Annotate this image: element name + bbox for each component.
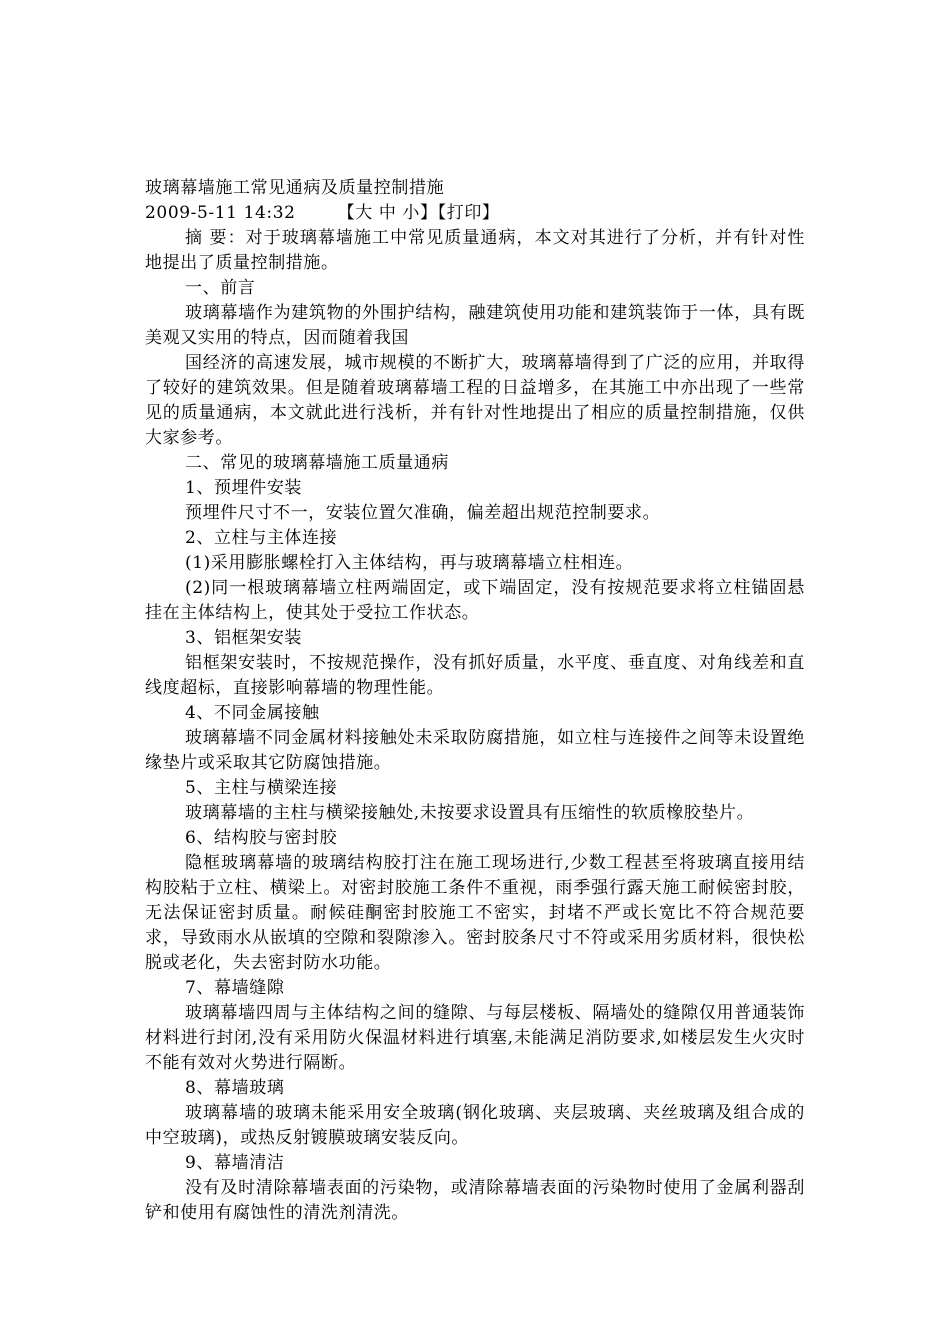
section-heading: 二、常见的玻璃幕墙施工质量通病	[185, 453, 449, 473]
item-heading: 1、预埋件安装	[185, 478, 303, 498]
item-heading: 9、幕墙清洁	[185, 1153, 285, 1173]
item-heading: 4、不同金属接触	[185, 703, 320, 723]
intro-paragraph: 国经济的高速发展，城市规模的不断扩大，玻璃幕墙得到了广泛的应用，并取得了较好的建筑效果。但是随着玻璃幕墙工程的日益增多，在其施工中亦出现了一些常见的质量通病，本文就此进行浅析，并有针对性地提出了相应的质量控制措施，仅供大家参考。	[145, 353, 805, 448]
article-meta	[145, 201, 805, 226]
item-paragraph: (1)采用膨胀螺栓打入主体结构，再与玻璃幕墙立柱相连。	[185, 553, 634, 573]
item-paragraph: 没有及时清除幕墙表面的污染物，或清除幕墙表面的污染物时使用了金属利器刮铲和使用有腐蚀性的清洗剂清洗。	[145, 1178, 805, 1223]
item-paragraph: 玻璃幕墙的主柱与横梁接触处,未按要求设置具有压缩性的软质橡胶垫片。	[185, 803, 755, 823]
article-title: 玻璃幕墙施工常见通病及质量控制措施	[145, 178, 445, 198]
item-heading: 2、立柱与主体连接	[185, 528, 338, 548]
item-paragraph: (2)同一根玻璃幕墙立柱两端固定，或下端固定，没有按规范要求将立柱锚固悬挂在主体结构上，使其处于受拉工作状态。	[145, 578, 805, 623]
print-link[interactable]: 【打印】	[437, 203, 500, 223]
article	[145, 176, 805, 1226]
item-paragraph: 预埋件尺寸不一，安装位置欠准确，偏差超出规范控制要求。	[185, 503, 661, 523]
section-heading: 一、前言	[185, 278, 256, 298]
publish-date: 2009-5-11 14:32	[145, 203, 296, 223]
font-size-control[interactable]: 【大 中 小】	[337, 203, 438, 223]
item-paragraph: 铝框架安装时，不按规范操作，没有抓好质量，水平度、垂直度、对角线差和直线度超标，直接影响幕墙的物理性能。	[145, 653, 805, 698]
item-paragraph: 玻璃幕墙不同金属材料接触处未采取防腐措施，如立柱与连接件之间等未设置绝缘垫片或采取其它防腐蚀措施。	[145, 728, 805, 773]
item-paragraph: 玻璃幕墙的玻璃未能采用安全玻璃(钢化玻璃、夹层玻璃、夹丝玻璃及组合成的中空玻璃)，或热反射镀膜玻璃安装反向。	[145, 1103, 805, 1148]
item-paragraph: 玻璃幕墙四周与主体结构之间的缝隙、与每层楼板、隔墙处的缝隙仅用普通装饰材料进行封闭,没有采用防火保温材料进行填塞,未能满足消防要求,如楼层发生火灾时不能有效对火势进行隔断。	[145, 1003, 806, 1073]
item-paragraph: 隐框玻璃幕墙的玻璃结构胶打注在施工现场进行,少数工程甚至将玻璃直接用结构胶粘于立柱、横梁上。对密封胶施工条件不重视，雨季强行露天施工耐候密封胶，无法保证密封质量。耐候硅酮密封胶施工不密实，封堵不严或长宽比不符合规范要求，导致雨水从嵌填的空隙和裂隙渗入。密封胶条尺寸不符或采用劣质材料，很快松脱或老化，失去密封防水功能。	[145, 853, 805, 973]
item-heading: 6、结构胶与密封胶	[185, 828, 338, 848]
item-heading: 7、幕墙缝隙	[185, 978, 285, 998]
item-heading: 5、主柱与横梁连接	[185, 778, 338, 798]
item-heading: 8、幕墙玻璃	[185, 1078, 285, 1098]
abstract-paragraph: 摘 要：对于玻璃幕墙施工中常见质量通病，本文对其进行了分析，并有针对性地提出了质量控制措施。	[145, 228, 805, 273]
item-heading: 3、铝框架安装	[185, 628, 303, 648]
intro-paragraph: 玻璃幕墙作为建筑物的外围护结构，融建筑使用功能和建筑装饰于一体，具有既美观又实用的特点，因而随着我国	[145, 303, 805, 348]
